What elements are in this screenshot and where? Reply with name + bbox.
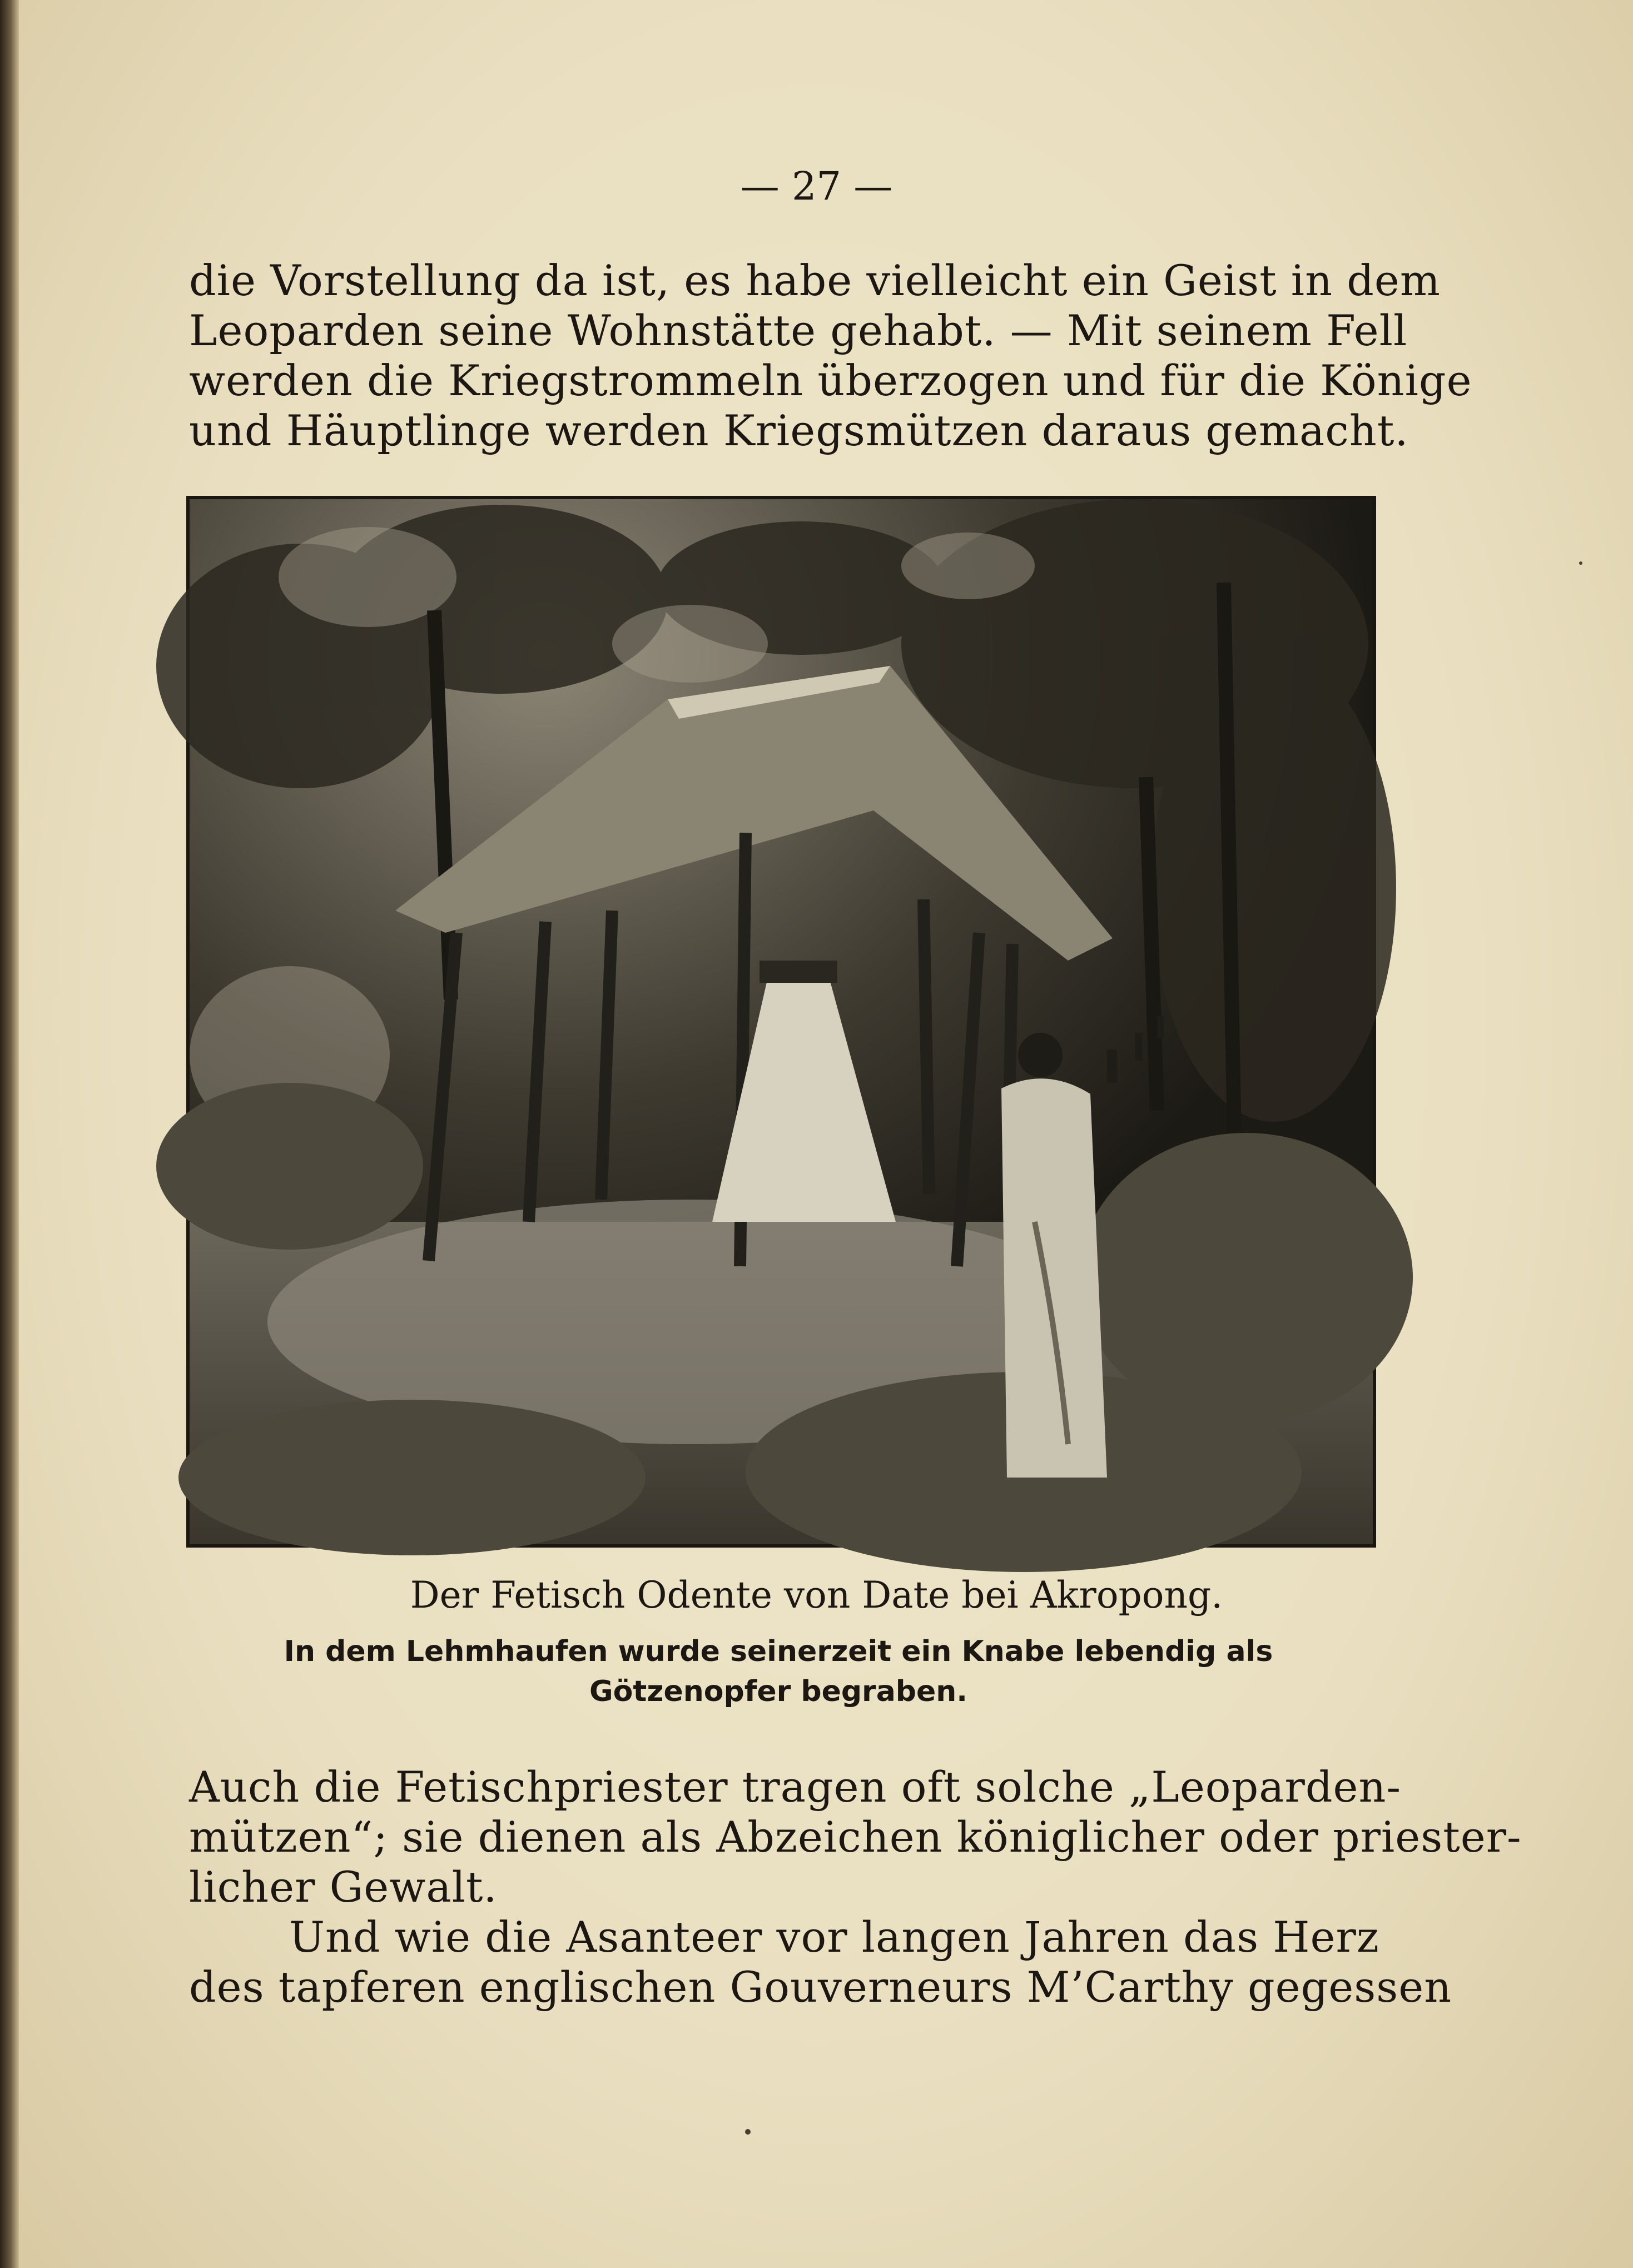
figure-subcaption: In dem Lehmhaufen wurde seinerzeit ein Knabe lebendig als Götzenopfer begraben. <box>284 1635 1273 1708</box>
text-line: des tapferen englischen Gouverneurs M’Carthy gegessen <box>189 1962 1452 2012</box>
book-spine-edge <box>0 0 19 2268</box>
text-line: und Häuptlinge werden Kriegsmützen daraus gemacht. <box>189 406 1409 455</box>
text-line: Auch die Fetischpriester tragen oft solche „Leoparden- <box>189 1762 1402 1812</box>
text-line: die Vorstellung da ist, es habe vielleicht ein Geist in dem <box>189 256 1441 305</box>
paper-speck <box>1579 561 1582 565</box>
text-line: Leoparden seine Wohnstätte gehabt. — Mit seinem Fell <box>189 306 1408 355</box>
page-number: — 27 — <box>740 163 893 209</box>
text-line: mützen“; sie dienen als Abzeichen königlicher oder priester- <box>189 1812 1522 1862</box>
text-line: licher Gewalt. <box>189 1862 498 1912</box>
illustration-fetish-hut <box>186 496 1376 1548</box>
text-line: werden die Kriegstrommeln überzogen und für die Könige <box>189 356 1472 405</box>
text-line: Und wie die Asanteer vor langen Jahren das Herz <box>289 1912 1379 1962</box>
paper-speck <box>745 2129 751 2135</box>
figure-caption: Der Fetisch Odente von Date bei Akropong. <box>410 1574 1223 1617</box>
